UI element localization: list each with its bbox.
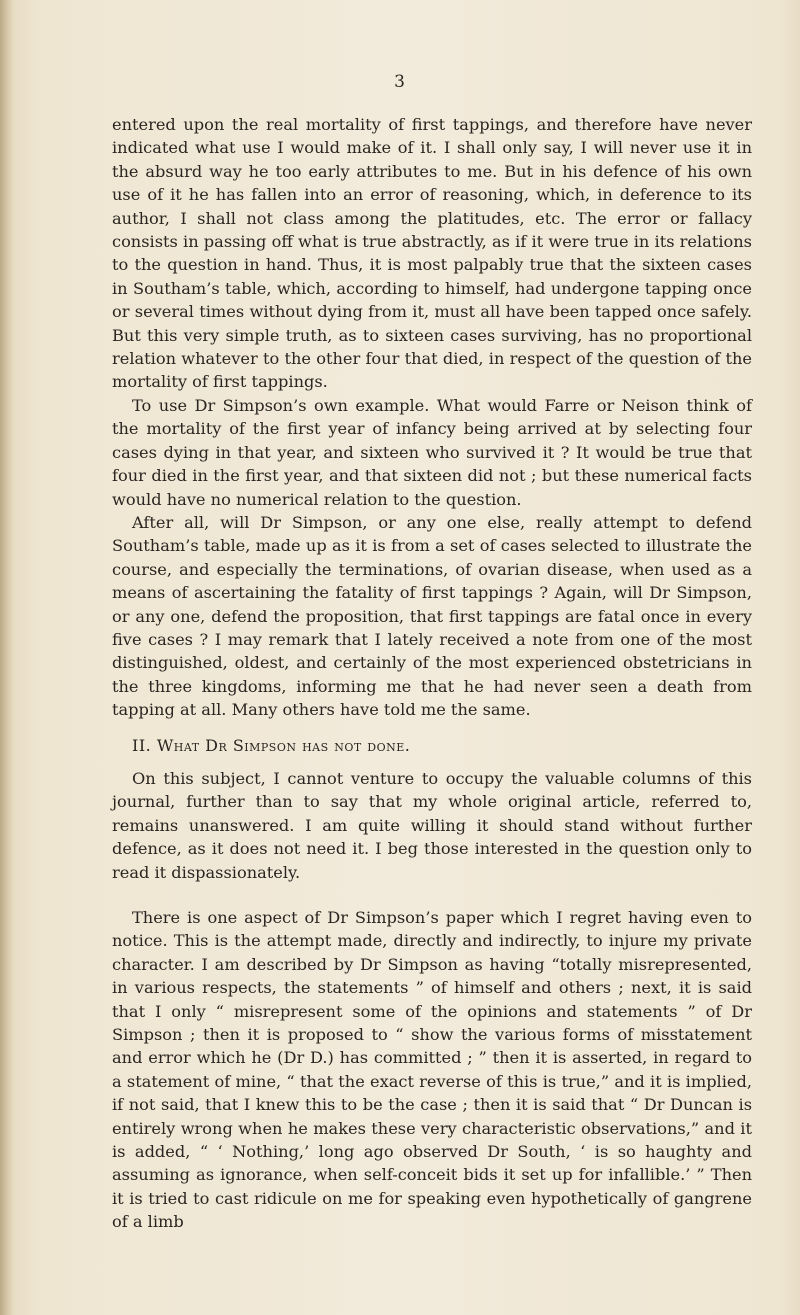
paragraph-unanswered: On this subject, I cannot venture to occupy the valuable columns of this journal, further than to say that my whole original article, referred to, remains unanswered. I am quite willing it should stand without further defence, as it does not need it. I beg those interested in the question only to read it dispassionately. — [112, 768, 752, 882]
section-title: What Dr Simpson has not done. — [156, 735, 411, 755]
paragraph-simpson-example: To use Dr Simpson’s own example. What would Farre or Neison think of the mortality of the first year of infancy being arrived at by selecting four cases dying in that year, and sixteen who survived it ? It would be true that four died in the first year, and that sixteen did not ; but these numerical facts would have no numerical relation to the question. — [112, 395, 752, 509]
section-heading — [112, 734, 752, 757]
book-spine-shadow — [0, 0, 14, 1315]
body-text — [112, 113, 752, 1234]
paragraph-private-character: There is one aspect of Dr Simpson’s paper which I regret having even to notice. This is the attempt made, directly and indirectly, to injure my private character. I am described by Dr Simpson as having “totally misrepresented, in various respects, the statements ” of himself and others ; next, it is said that I only “ misrepresent some of the opinions and statements ” of Dr Simpson ; then it is proposed to “ show the various forms of misstatement and error which he (Dr D.) has committed ; ” then it is asserted, in regard to a statement of mine, “ that the exact reverse of this is true,” and it is implied, if not said, that I knew this to be the case ; then it is said that “ Dr Duncan is entirely wrong when he makes these very characteristic observations,” and it is added, “ ‘ Nothing,’ long ago observed Dr South, ‘ is so haughty and assuming as ignorance, when self-conceit bids it set up for infallible.’ ” Then it is tried to cast ridicule on me for speaking even hypothetically of gangrene of a limb — [112, 908, 752, 1232]
paragraph-gap — [112, 884, 752, 906]
section-numeral: II. — [132, 735, 152, 755]
paragraph-southam-table: After all, will Dr Simpson, or any one else, really attempt to defend Southam’s table, made up as it is from a set of cases selected to illustrate the course, and especially the terminations, of ovarian disease, when used as a means of ascertaining the fatality of first tappings ? Again, will Dr Simpson, or any one, defend the proposition, that first tappings are fatal once in every five cases ? I may remark that I lately received a note from one of the most distinguished, oldest, and certainly of the most experienced obstetricians in the three kingdoms, informing me that he had never seen a death from tapping at all. Many others have told me the same. — [112, 512, 752, 720]
page-number: 3 — [394, 72, 406, 92]
paragraph-continuation: entered upon the real mortality of first tappings, and therefore have never indicated what use I would make of it. I shall only say, I will never use it in the absurd way he too early attributes to me. But in his defence of his own use of it he has fallen into an error of reasoning, which, in deference to its author, I shall not class among the platitudes, etc. The error or fallacy consists in passing off what is true abstractly, as if it were true in its relations to the question in hand. Thus, it is most palpably true that the sixteen cases in Southam’s table, which, according to himself, had undergone tapping once or several times without dying from it, must all have been tapped once safely. But this very simple truth, as to sixteen cases surviving, has no proportional relation whatever to the other four that died, in respect of the question of the mortality of first tappings. — [112, 115, 752, 392]
